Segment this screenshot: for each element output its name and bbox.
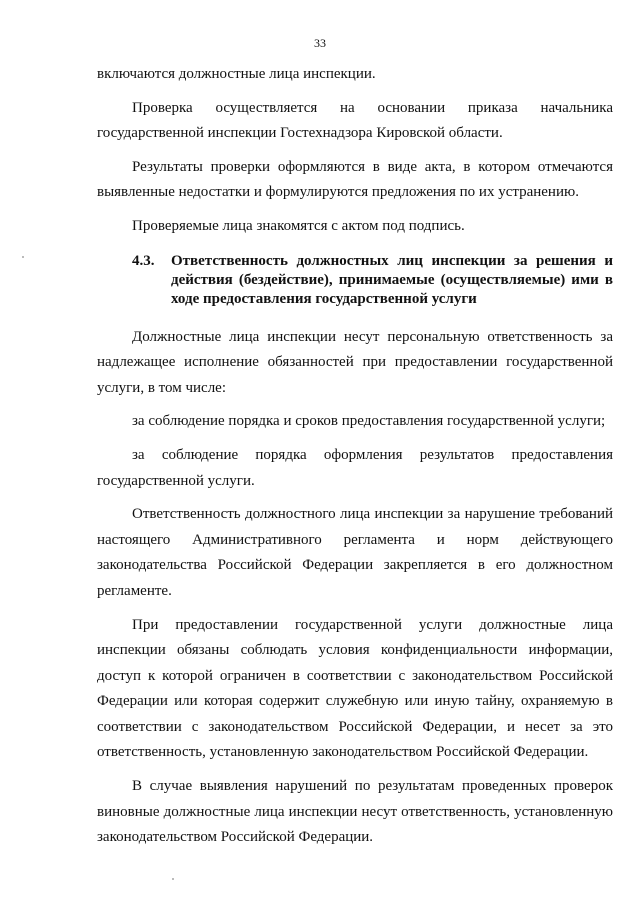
paragraph-confidentiality: При предоставлении государственной услуги должностные лица инспекции обязаны соблюдать условия конфиденциальности информации, доступ к которой ограничен в соответствии с законодательством Российской Федерации или которая содержит служебную или иную тайну, охраняемую в соответствии с законодательством Российской Федерации, и несет за это ответственность, установленную законодательством Российской Федерации. [97,616,613,761]
scan-speck [22,256,24,258]
paragraph-continuation: включаются должностные лица инспекции. [97,66,376,82]
paragraph-acknowledgement: Проверяемые лица знакомятся с актом под подпись. [132,217,465,234]
page-number: 33 [314,36,326,50]
paragraph-violations: В случае выявления нарушений по результатам проведенных проверок виновные должностные лица инспекции несут ответственность, установленную законодательством Российской Федерации. [97,778,613,846]
section-title: Ответственность должностных лиц инспекции за решения и действия (бездействие), принимаемые (осуществляемые) ими в ходе предоставления государственной услуги [171,252,613,307]
section-heading [97,252,613,309]
document-body [97,62,613,851]
paragraph-personal-responsibility: Должностные лица инспекции несут персональную ответственность за надлежащее исполнение обязанностей при предоставлении государственной услуги, в том числе: [97,328,613,396]
paragraph-inspection-basis: Проверка осуществляется на основании приказа начальника государственной инспекции Гостехнадзора Кировской области. [97,99,613,142]
list-item-order-and-terms: за соблюдение порядка и сроков предоставления государственной услуги; [132,413,606,430]
paragraph-official-responsibility: Ответственность должностного лица инспекции за нарушение требований настоящего Административного регламента и норм действующего законодательства Российской Федерации закрепляется в его должностном регламенте. [97,506,613,599]
list-item-results-registration: за соблюдение порядка оформления результатов предоставления государственной услуги. [97,446,613,489]
paragraph-inspection-results: Результаты проверки оформляются в виде акта, в котором отмечаются выявленные недостатки и формулируются предложения по их устранению. [97,158,613,201]
scan-speck [172,878,174,880]
section-number: 4.3. [132,252,155,269]
